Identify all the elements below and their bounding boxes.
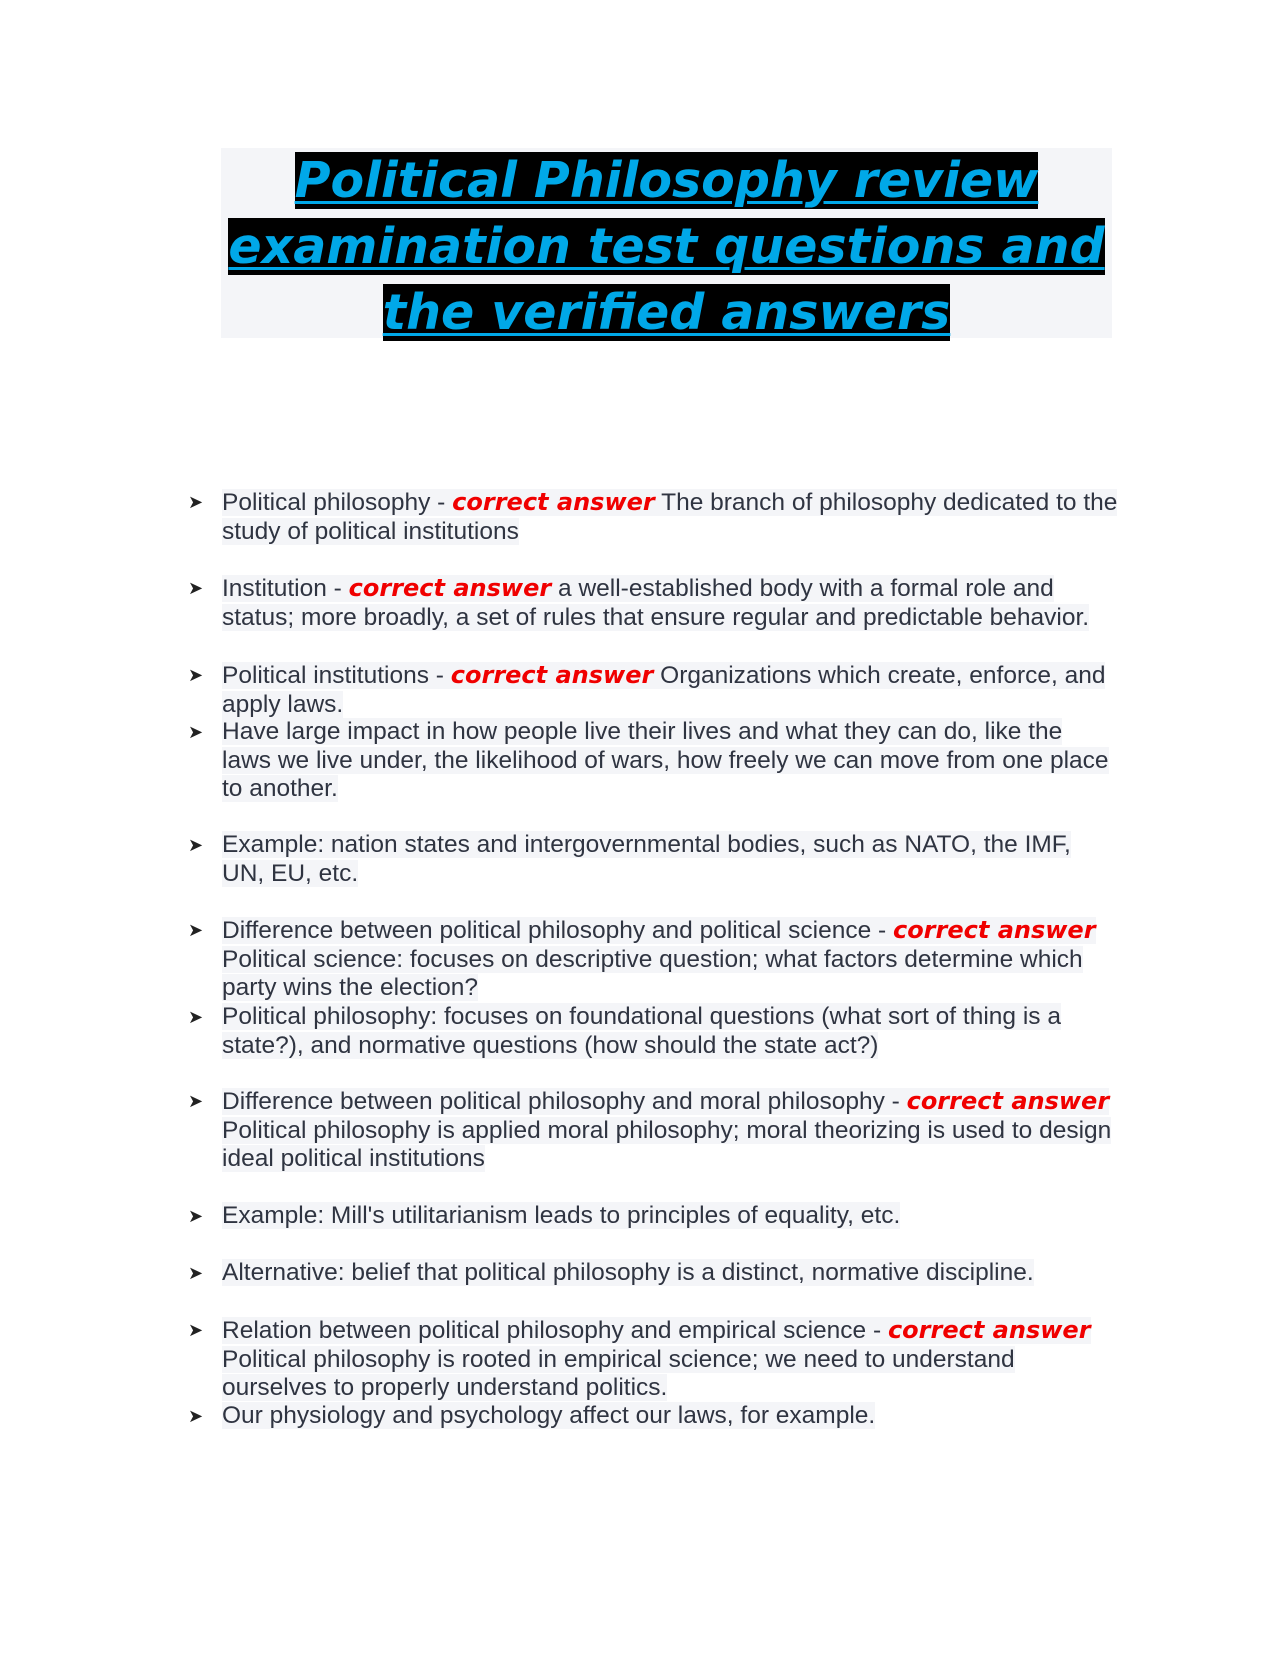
list-item — [188, 1402, 1118, 1431]
list-item — [188, 1316, 1118, 1403]
arrow-bullet-icon: ➤ — [188, 492, 204, 512]
item-question: Difference between political philosophy and political science - — [222, 917, 893, 944]
item-answer: Political philosophy is applied moral philosophy; moral theorizing is used to design ideal political institutions — [222, 1116, 1112, 1173]
arrow-bullet-icon: ➤ — [188, 920, 204, 940]
item-text: Example: Mill's utilitarianism leads to principles of equality, etc. — [222, 1202, 901, 1229]
correct-answer-label: correct answer — [450, 661, 654, 689]
correct-answer-label: correct answer — [887, 1316, 1091, 1344]
item-answer: Political philosophy is rooted in empirical science; we need to understand ourselves to properly understand politics. — [222, 1345, 1015, 1402]
arrow-bullet-icon: ➤ — [188, 1091, 204, 1111]
arrow-bullet-icon: ➤ — [188, 722, 204, 742]
list-item — [188, 831, 1118, 888]
list-item — [188, 718, 1118, 804]
correct-answer-label: correct answer — [348, 574, 552, 602]
list-item — [188, 1202, 1118, 1231]
item-question: Difference between political philosophy and moral philosophy - — [222, 1088, 907, 1115]
item-question: Political philosophy - — [222, 489, 453, 516]
item-text: Have large impact in how people live their lives and what they can do, like the laws we live under, the likelihood of wars, how freely we can move from one place to another. — [222, 718, 1109, 803]
item-text: Example: nation states and intergovernmental bodies, such as NATO, the IMF, UN, EU, etc. — [222, 831, 1071, 887]
arrow-bullet-icon: ➤ — [188, 1007, 204, 1027]
list-item — [188, 488, 1118, 546]
item-question: Relation between political philosophy and empirical science - — [222, 1317, 888, 1344]
item-answer: a well-established body with a formal role and status; more broadly, a set of rules that ensure regular and predictable behavior. — [222, 575, 1090, 631]
item-question: Institution - — [222, 575, 349, 602]
arrow-bullet-icon: ➤ — [188, 578, 204, 598]
item-text: Political philosophy: focuses on foundational questions (what sort of thing is a state?), and normative questions (how should the state act?) — [222, 1003, 1061, 1059]
correct-answer-label: correct answer — [892, 916, 1096, 944]
item-answer: The branch of philosophy dedicated to the study of political institutions — [222, 489, 1118, 545]
list-item — [188, 1259, 1118, 1288]
item-answer: Organizations which create, enforce, and apply laws. — [222, 662, 1106, 718]
list-item — [188, 1003, 1118, 1060]
list-item — [188, 916, 1118, 1003]
correct-answer-label: correct answer — [906, 1087, 1110, 1115]
arrow-bullet-icon: ➤ — [188, 835, 204, 855]
title-box — [221, 148, 1112, 341]
arrow-bullet-icon: ➤ — [188, 1320, 204, 1340]
document-title-text: Political Philosophy review examination test questions and the verified answers — [228, 152, 1105, 341]
arrow-bullet-icon: ➤ — [188, 1406, 204, 1426]
document-title — [221, 148, 1112, 346]
list-item — [188, 1087, 1118, 1174]
arrow-bullet-icon: ➤ — [188, 1206, 204, 1226]
item-question: Political institutions - — [222, 662, 451, 689]
item-answer: Political science: focuses on descriptive question; what factors determine which party wins the election? — [222, 945, 1083, 1002]
item-text: Our physiology and psychology affect our laws, for example. — [222, 1402, 876, 1429]
list-item — [188, 574, 1118, 632]
correct-answer-label: correct answer — [452, 488, 655, 516]
arrow-bullet-icon: ➤ — [188, 1263, 204, 1283]
arrow-bullet-icon: ➤ — [188, 665, 204, 685]
item-text: Alternative: belief that political philosophy is a distinct, normative discipline. — [222, 1259, 1034, 1286]
list-item — [188, 661, 1118, 719]
